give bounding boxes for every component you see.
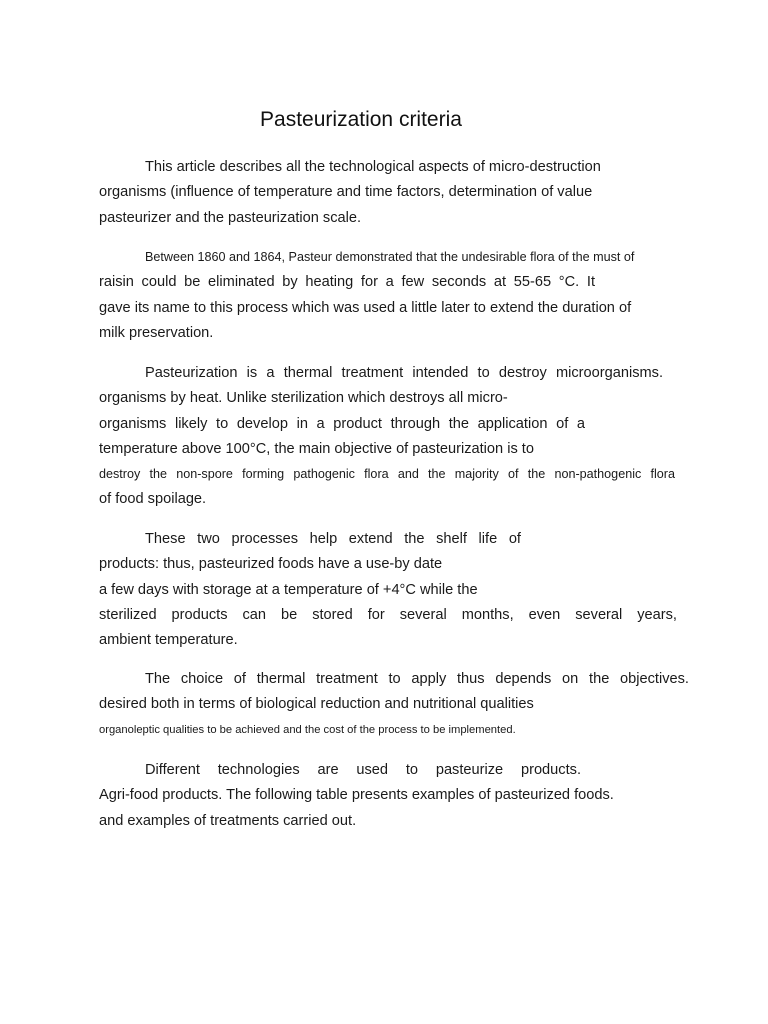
paragraph-line: organoleptic qualities to be achieved and the cost of the process to be implemented.: [99, 723, 516, 736]
paragraph-shelf-life: [99, 527, 689, 653]
paragraph-line: Pasteurization is a thermal treatment intended to destroy microorganisms.: [145, 365, 663, 381]
paragraph-line: destroy the non-spore forming pathogenic flora and the majority of the non-pathogenic flora: [99, 467, 675, 482]
paragraph-line: of food spoilage.: [99, 491, 207, 508]
paragraph-line: Different technologies are used to pasteurize products.: [145, 762, 581, 778]
paragraph-definition: [99, 361, 689, 513]
paragraph-line: ambient temperature.: [99, 632, 238, 649]
paragraph-line: and examples of treatments carried out.: [99, 812, 357, 829]
paragraph-line: sterilized products can be stored for several months, even several years,: [99, 606, 677, 623]
paragraph-line: organisms by heat. Unlike sterilization which destroys all micro-: [99, 390, 508, 407]
paragraph-line: raisin could be eliminated by heating for a few seconds at 55-65 °C. It: [99, 274, 595, 291]
paragraph-line: The choice of thermal treatment to apply thus depends on the objectives.: [145, 671, 689, 687]
paragraph-line: temperature above 100°C, the main objective of pasteurization is to: [99, 440, 534, 457]
paragraph-line: This article describes all the technological aspects of micro-destruction: [145, 159, 601, 175]
paragraph-line: Agri-food products. The following table presents examples of pasteurized foods.: [99, 787, 614, 804]
paragraph-line: desired both in terms of biological reduction and nutritional qualities: [99, 696, 534, 713]
paragraph-technologies: [99, 758, 689, 834]
paragraph-line: pasteurizer and the pasteurization scale.: [99, 209, 362, 226]
paragraph-intro: [99, 155, 689, 231]
paragraph-line: organisms likely to develop in a product through the application of a: [99, 415, 585, 432]
paragraph-line: a few days with storage at a temperature of +4°C while the: [99, 581, 478, 598]
paragraph-line: products: thus, pasteurized foods have a use-by date: [99, 556, 443, 573]
page-title: Pasteurization criteria: [260, 108, 462, 131]
paragraph-line: organisms (influence of temperature and time factors, determination of value: [99, 184, 593, 201]
paragraph-line: These two processes help extend the shelf life of: [145, 531, 521, 547]
paragraph-history: [99, 245, 689, 346]
paragraph-treatment-choice: [99, 667, 689, 743]
paragraph-line: Between 1860 and 1864, Pasteur demonstrated that the undesirable flora of the must of: [145, 250, 635, 264]
paragraph-line: gave its name to this process which was used a little later to extend the duration of: [99, 299, 632, 316]
paragraph-line: milk preservation.: [99, 324, 214, 341]
